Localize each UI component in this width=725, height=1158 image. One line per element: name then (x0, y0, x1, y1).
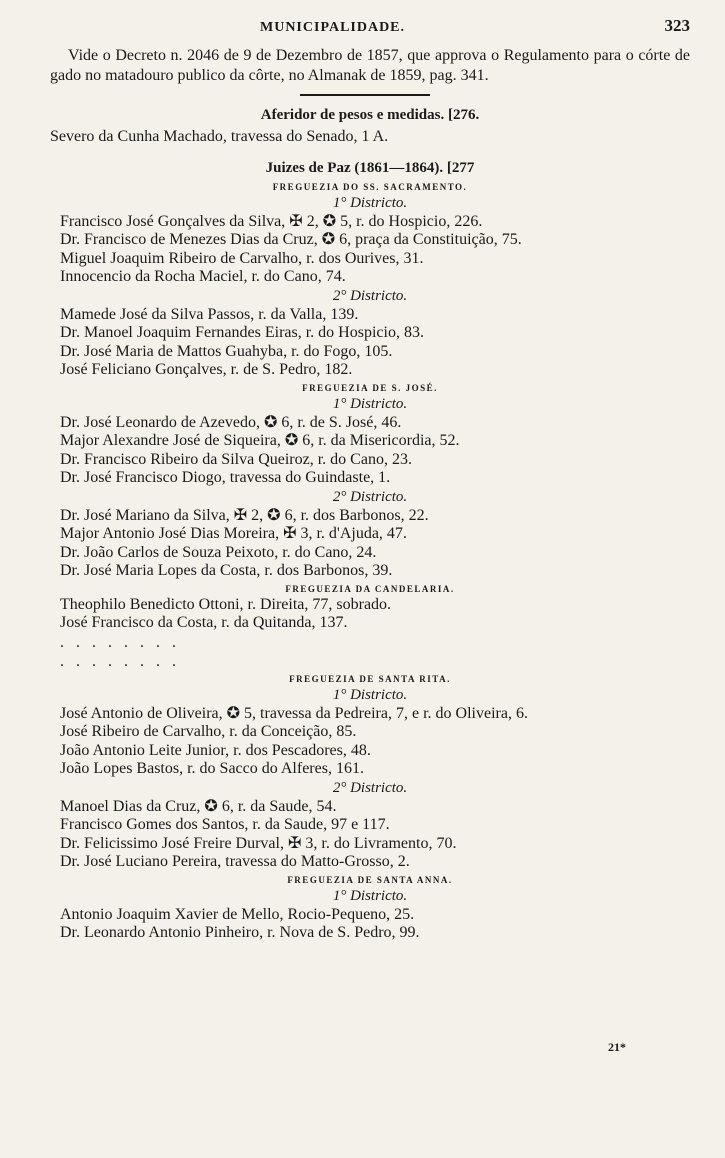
intro-paragraph: Vide o Decreto n. 2046 de 9 de Dezembro de 1857, que approva o Regulamento para o córte de gado no matadouro publico da côrte, no Almanak de 1859, pag. 341. (50, 47, 690, 84)
list-item: Innocencio da Rocha Maciel, r. do Cano, 74. (60, 268, 346, 285)
parish-heading-santa-anna: FREGUEZIA DE SANTA ANNA. (287, 874, 453, 885)
list-item: José Antonio de Oliveira, ✪ 5, travessa da Pedreira, 7, e r. do Oliveira, 6. (60, 704, 528, 722)
district-heading: 2° Districto. (332, 488, 408, 505)
signature-mark: 21* (608, 1040, 626, 1054)
list-item: José Feliciano Gonçalves, r. de S. Pedro, 182. (60, 361, 353, 378)
list-item: Antonio Joaquim Xavier de Mello, Rocio-Pequeno, 25. (60, 905, 415, 923)
list-item: Theophilo Benedicto Ottoni, r. Direita, 77, sobrado. (60, 595, 392, 613)
list-item: João Lopes Bastos, r. do Sacco do Alferes, 161. (60, 760, 364, 777)
list-item: Major Antonio José Dias Moreira, ✠ 3, r. d'Ajuda, 47. (60, 525, 407, 542)
divider (300, 94, 430, 96)
list-item: Dr. Felicissimo José Freire Durval, ✠ 3, r. do Livramento, 70. (60, 834, 457, 852)
page-title: MUNICIPALIDADE. (260, 20, 406, 35)
list-item: Dr. José Maria Lopes da Costa, r. dos Barbonos, 39. (60, 562, 393, 579)
ellipsis-row: ........ (60, 652, 188, 670)
list-item: Miguel Joaquim Ribeiro de Carvalho, r. dos Ourives, 31. (60, 249, 424, 267)
list-item: Dr. José Francisco Diogo, travessa do Guindaste, 1. (60, 469, 391, 486)
parish-heading-sacramento: FREGUEZIA DO SS. SACRAMENTO. (272, 181, 468, 192)
parish-heading-jose: FREGUEZIA DE S. JOSÉ. (302, 382, 438, 393)
parish-heading-santa-rita: FREGUEZIA DE SANTA RITA. (289, 673, 451, 684)
juizes-heading: Juizes de Paz (1861—1864). [277 (265, 159, 475, 176)
page (50, 16, 690, 943)
list-item: Dr. Francisco de Menezes Dias da Cruz, ✪ 6, praça da Constituição, 75. (60, 231, 522, 248)
list-item: Dr. José Leonardo de Azevedo, ✪ 6, r. de S. José, 46. (60, 413, 402, 431)
list-item: Francisco José Gonçalves da Silva, ✠ 2, ✪ 5, r. do Hospicio, 226. (60, 212, 483, 230)
list-item: Dr. José Mariano da Silva, ✠ 2, ✪ 6, r. dos Barbonos, 22. (60, 506, 429, 524)
list-item: Manoel Dias da Cruz, ✪ 6, r. da Saude, 54. (60, 797, 337, 815)
district-heading: 1° Districto. (332, 686, 408, 703)
list-item: Dr. Leonardo Antonio Pinheiro, r. Nova de S. Pedro, 99. (60, 924, 420, 941)
district-heading: 1° Districto. (332, 395, 408, 412)
list-item: Francisco Gomes dos Santos, r. da Saude, 97 e 117. (60, 816, 390, 833)
aferidor-entry: Severo da Cunha Machado, travessa do Senado, 1 A. (50, 128, 389, 145)
district-heading: 2° Districto. (332, 779, 408, 796)
list-item: Dr. João Carlos de Souza Peixoto, r. do Cano, 24. (60, 543, 377, 561)
parish-heading-candelaria: FREGUEZIA DA CANDELARIA. (285, 583, 455, 594)
list-item: Dr. Manoel Joaquim Fernandes Eiras, r. do Hospicio, 83. (60, 324, 424, 341)
ellipsis-row: ........ (60, 633, 188, 651)
district-heading: 1° Districto. (332, 194, 408, 211)
list-item: Dr. Francisco Ribeiro da Silva Queiroz, r. do Cano, 23. (60, 450, 412, 468)
list-item: Dr. José Luciano Pereira, travessa do Matto-Grosso, 2. (60, 853, 410, 870)
page-number: 323 (664, 16, 690, 35)
list-item: João Antonio Leite Junior, r. dos Pescadores, 48. (60, 741, 371, 759)
list-item: Major Alexandre José de Siqueira, ✪ 6, r. da Misericordia, 52. (60, 432, 460, 449)
running-header (50, 16, 690, 42)
district-heading: 1° Districto. (332, 887, 408, 904)
list-item: Mamede José da Silva Passos, r. da Valla, 139. (60, 305, 359, 323)
list-item: José Francisco da Costa, r. da Quitanda, 137. (60, 614, 348, 631)
list-item: Dr. José Maria de Mattos Guahyba, r. do Fogo, 105. (60, 342, 393, 360)
district-heading: 2° Districto. (332, 287, 408, 304)
aferidor-heading: Aferidor de pesos e medidas. [276. (260, 107, 480, 123)
list-item: José Ribeiro de Carvalho, r. da Conceição, 85. (60, 723, 357, 740)
